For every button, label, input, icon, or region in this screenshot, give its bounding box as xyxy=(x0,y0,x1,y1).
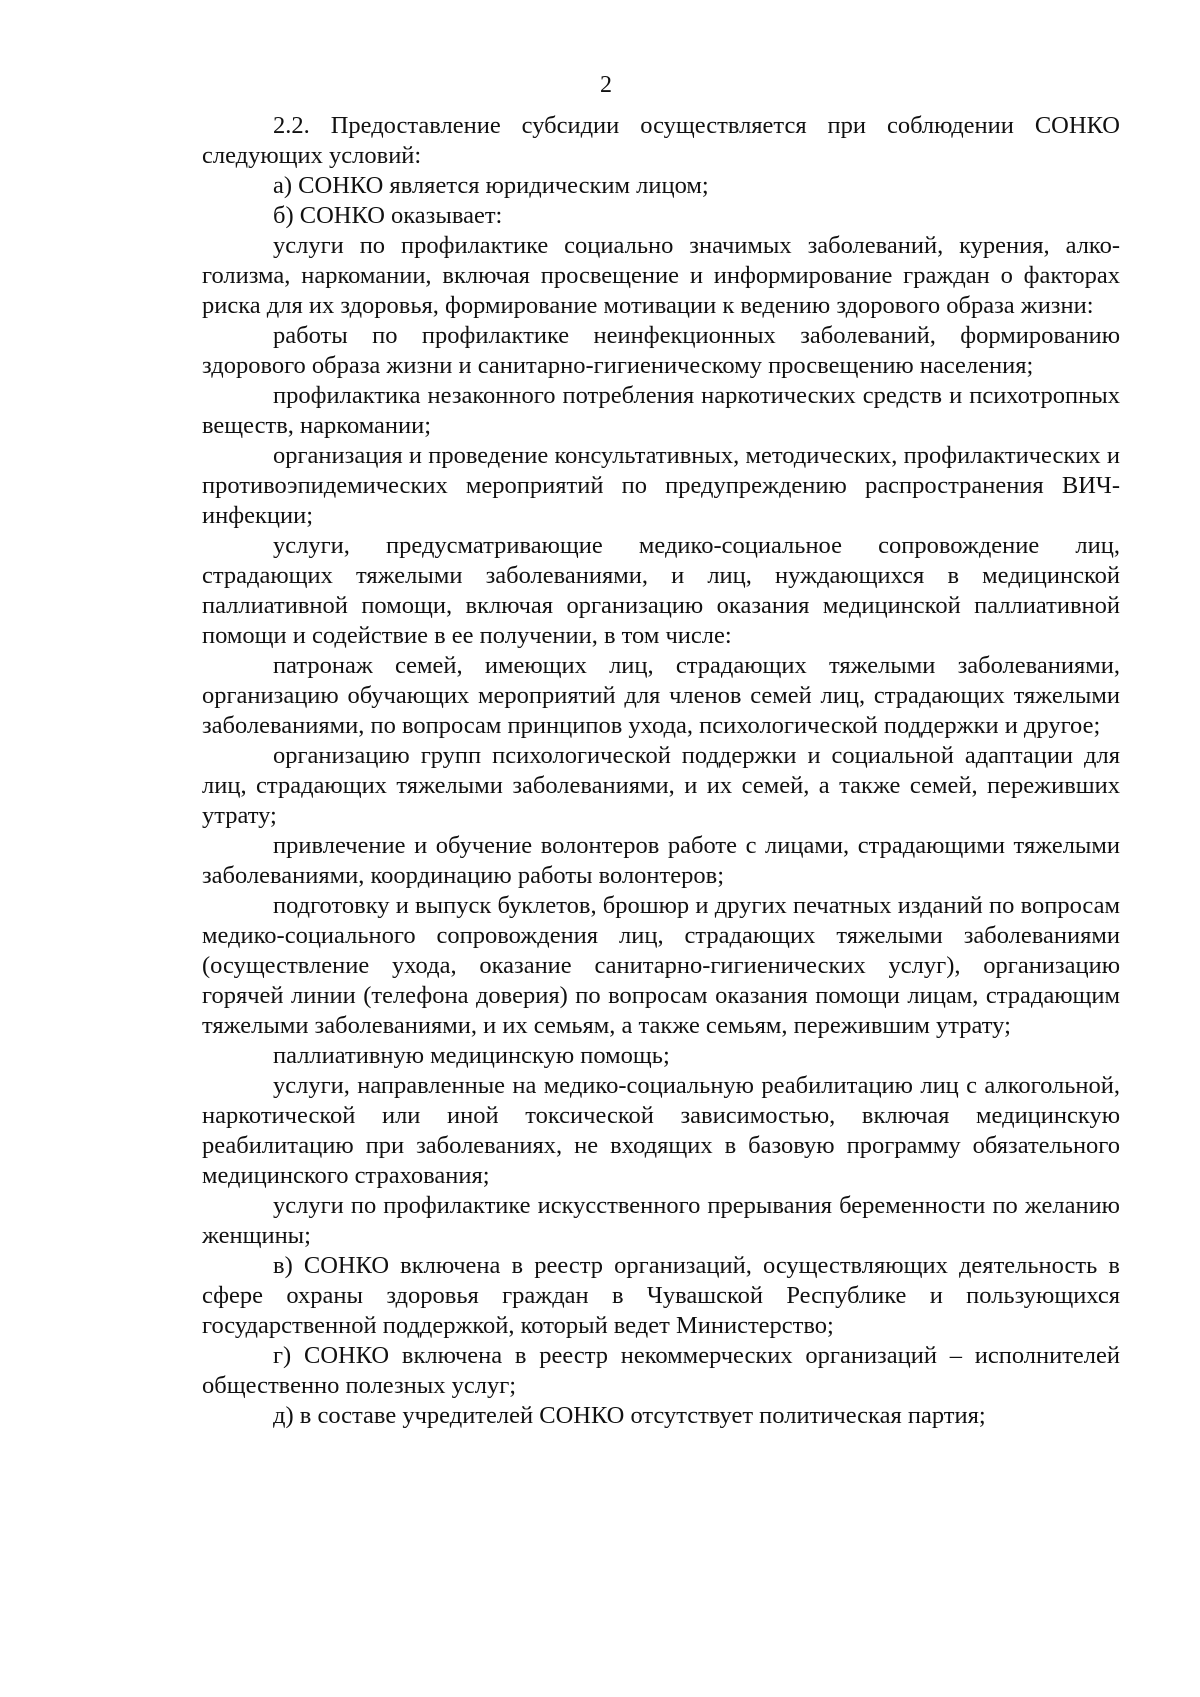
paragraph-condition-v: в) СОНКО включена в реестр организаций, осуществляющих деятельность в сфере охраны здоровья граждан в Чувашской Республике и пользующихся государственной поддержкой, который ведет Министерство; xyxy=(202,1252,1120,1339)
paragraph-2-2-intro: 2.2. Предоставление субсидии осуществляется при соблюдении СОНКО следующих условий: xyxy=(202,112,1120,169)
page-number: 2 xyxy=(600,72,612,98)
paragraph-family-patronage: патронаж семей, имеющих лиц, страдающих тяжелыми заболеваниями, организацию обучающих мероприятий для членов семей лиц, страдающих тяжелыми заболеваниями, по вопросам принципов ухода, психологической поддержки и другое; xyxy=(202,652,1120,739)
paragraph-rehabilitation: услуги, направленные на медико-социальную реабилитацию лиц с алкогольной, наркотической или иной токсической зависимостью, включая медицинскую реабилитацию при заболеваниях, не входящих в базовую программу обязательного медицинского страхования; xyxy=(202,1072,1120,1189)
paragraph-drug-prevention: профилактика незаконного потребления наркотических средств и психотропных веществ, наркомании; xyxy=(202,382,1120,439)
paragraph-printed-materials: подготовку и выпуск буклетов, брошюр и других печатных изданий по вопросам медико-социального сопровождения лиц, страдающих тяжелыми заболеваниями (осуществление ухода, оказание санитарно-гигиенических услуг), организацию горячей линии (телефона доверия) по вопросам оказания помощи лицам, страдающим тяжелыми заболеваниями, и их семьям, а также семьям, пережившим утрату; xyxy=(202,892,1120,1039)
paragraph-condition-a: а) СОНКО является юридическим лицом; xyxy=(273,172,709,199)
paragraph-condition-g: г) СОНКО включена в реестр некоммерческих организаций – исполнителей общественно полезных услуг; xyxy=(202,1342,1120,1399)
paragraph-abortion-prevention: услуги по профилактике искусственного прерывания беременности по желанию женщины; xyxy=(202,1192,1120,1249)
paragraph-palliative-care: паллиативную медицинскую помощь; xyxy=(273,1042,670,1069)
paragraph-support-groups: организацию групп психологической поддержки и социальной адаптации для лиц, страдающих тяжелыми заболеваниями, и их семей, а также семей, переживших утрату; xyxy=(202,742,1120,829)
document-body xyxy=(202,111,1120,1431)
paragraph-hiv-prevention: организация и проведение консультативных, методических, профилактических и противоэпидемических мероприятий по предупреждению распространения ВИЧ-инфекции; xyxy=(202,442,1120,529)
paragraph-condition-d: д) в составе учредителей СОНКО отсутствует политическая партия; xyxy=(273,1402,986,1429)
paragraph-condition-b: б) СОНКО оказывает: xyxy=(273,202,503,229)
paragraph-medical-social-support: услуги, предусматривающие медико-социальное сопровождение лиц, страдающих тяжелыми заболеваниями, и лиц, нуждающихся в медицинской паллиативной помощи, включая организацию оказания медицинской паллиативной помощи и содействие в ее получении, в том числе: xyxy=(202,532,1120,649)
paragraph-noninfectious-prevention: работы по профилактике неинфекционных заболеваний, формированию здорового образа жизни и санитарно-гигиеническому просвещению населения; xyxy=(202,322,1120,379)
paragraph-volunteers: привлечение и обучение волонтеров работе с лицами, страдающими тяжелыми заболеваниями, координацию работы волонтеров; xyxy=(202,832,1120,889)
paragraph-prevention-services: услуги по профилактике социально значимых заболеваний, курения, алкоголизма, наркомании, включая просвещение и информирование граждан о факторах риска для их здоровья, формирование мотивации к ведению здорового образа жизни: xyxy=(202,232,1120,319)
